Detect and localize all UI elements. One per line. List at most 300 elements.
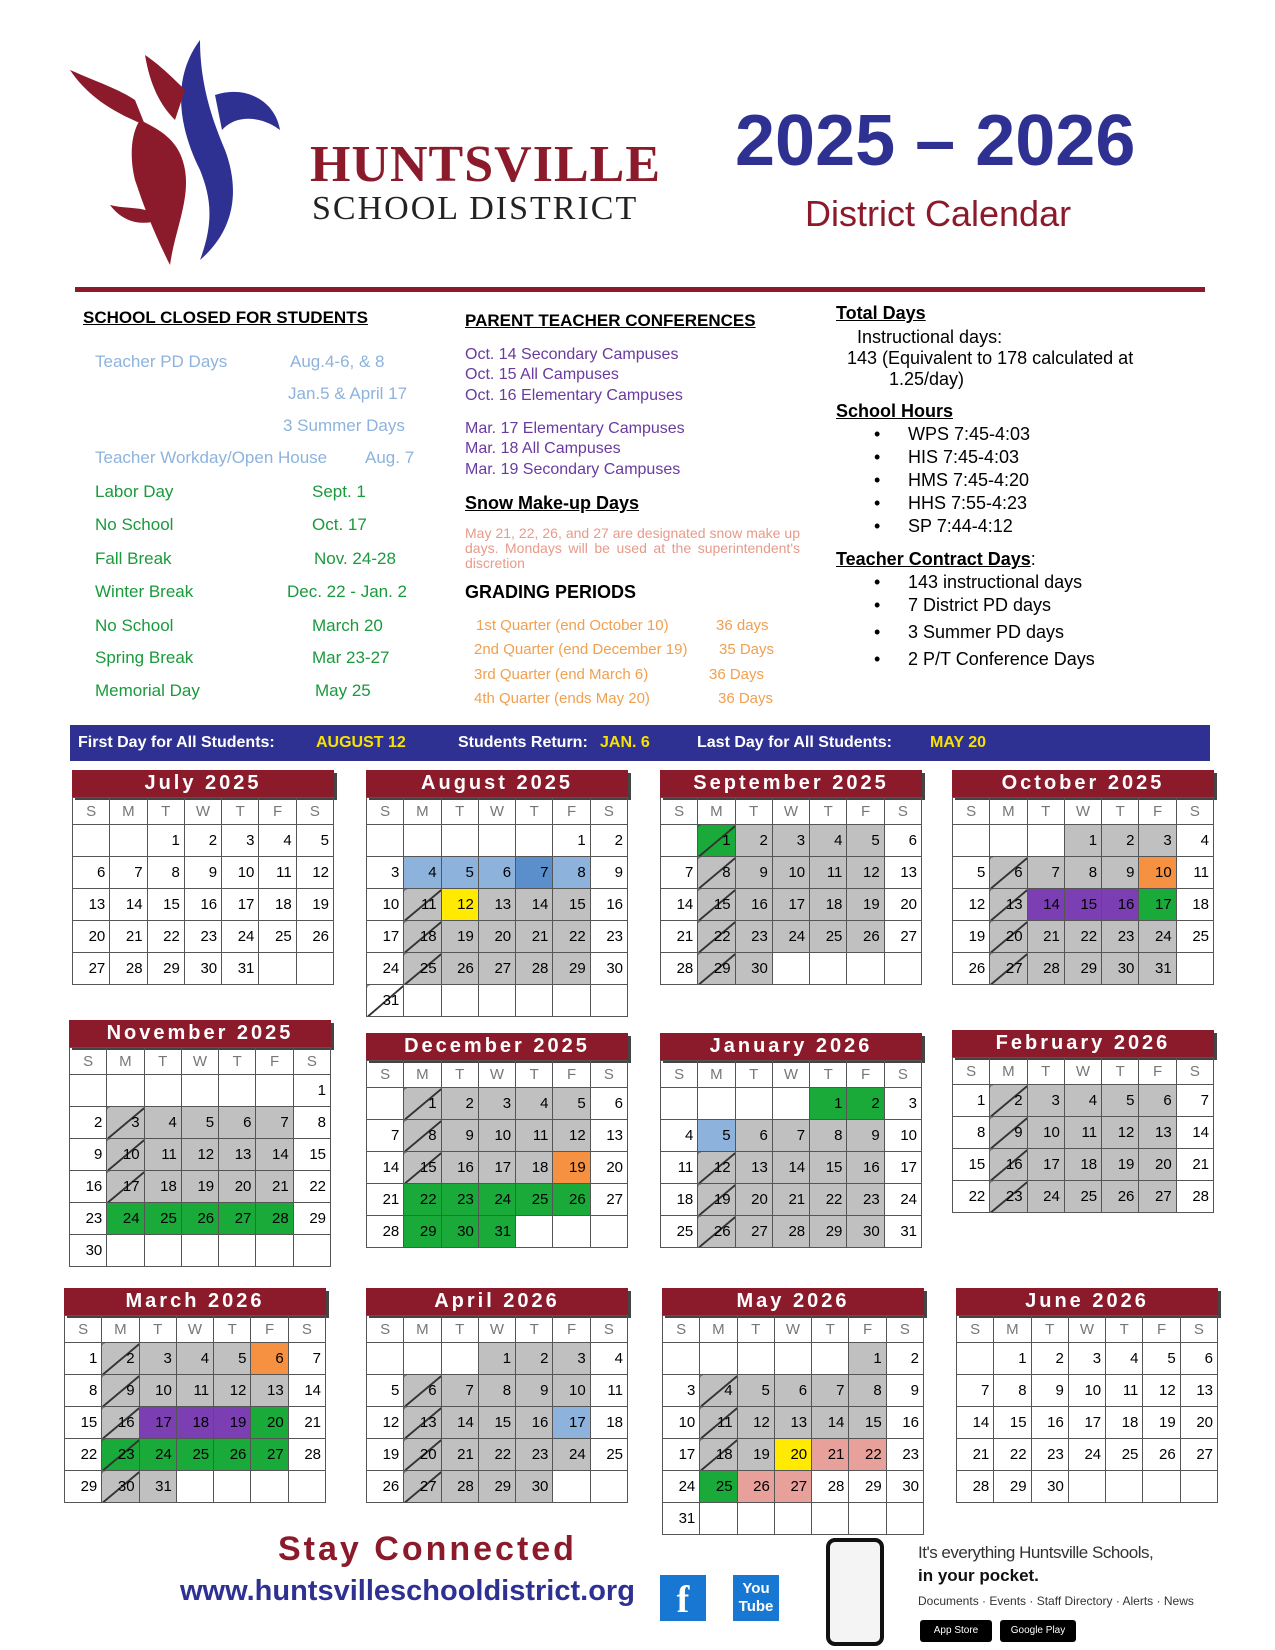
closed-heading: SCHOOL CLOSED FOR STUDENTS bbox=[83, 308, 368, 327]
day-cell: 27 bbox=[590, 1184, 627, 1216]
day-cell: 5 bbox=[214, 1343, 251, 1375]
day-cell: 23 bbox=[184, 921, 221, 953]
day-cell: 21 bbox=[772, 1184, 809, 1216]
day-cell: 12 bbox=[181, 1139, 218, 1171]
month-grid bbox=[72, 797, 334, 985]
day-cell: 13 bbox=[73, 889, 110, 921]
day-cell: 1 bbox=[1064, 825, 1101, 857]
empty-cell bbox=[404, 1343, 441, 1375]
day-cell: 19 bbox=[181, 1171, 218, 1203]
grading-days: 36 days bbox=[716, 617, 769, 634]
day-cell: 9 bbox=[590, 857, 627, 889]
return-value: JAN. 6 bbox=[600, 734, 650, 751]
day-cell: 23 bbox=[886, 1439, 923, 1471]
grading-label: 2nd Quarter (end December 19) bbox=[474, 641, 688, 658]
day-cell: 6 bbox=[990, 857, 1027, 889]
month-title: July 2025 bbox=[72, 770, 334, 797]
empty-cell bbox=[144, 1075, 181, 1107]
day-cell: 5 bbox=[1143, 1343, 1180, 1375]
day-cell: 3 bbox=[884, 1088, 921, 1120]
closed-label: Teacher PD Days bbox=[95, 352, 228, 371]
day-cell: 28 bbox=[110, 953, 147, 985]
day-cell: 2 bbox=[886, 1343, 923, 1375]
day-cell: 24 bbox=[1139, 921, 1176, 953]
month-title: September 2025 bbox=[660, 770, 922, 797]
empty-cell bbox=[849, 1503, 886, 1535]
day-cell: 1 bbox=[953, 1085, 990, 1117]
month-calendar bbox=[660, 1033, 922, 1248]
month-title: January 2026 bbox=[660, 1033, 922, 1060]
day-cell: 15 bbox=[65, 1407, 102, 1439]
day-cell: 23 bbox=[590, 921, 627, 953]
day-cell: 16 bbox=[590, 889, 627, 921]
month-title: June 2026 bbox=[956, 1288, 1218, 1315]
month-grid bbox=[366, 797, 628, 1017]
day-cell: 25 bbox=[404, 953, 441, 985]
day-cell: 18 bbox=[516, 1152, 553, 1184]
day-cell: 19 bbox=[698, 1184, 735, 1216]
day-cell: 10 bbox=[222, 857, 259, 889]
month-title: March 2026 bbox=[64, 1288, 326, 1315]
day-cell: 21 bbox=[957, 1439, 994, 1471]
empty-cell bbox=[110, 825, 147, 857]
district-logo bbox=[50, 20, 280, 280]
day-cell: 18 bbox=[1106, 1407, 1143, 1439]
empty-cell bbox=[367, 825, 404, 857]
day-cell: 7 bbox=[812, 1375, 849, 1407]
day-cell: 6 bbox=[1139, 1085, 1176, 1117]
day-cell: 18 bbox=[590, 1407, 627, 1439]
school-hours-item: • WPS 7:45-4:03 bbox=[836, 424, 1030, 447]
weekday-header: S bbox=[367, 1061, 404, 1088]
empty-cell bbox=[251, 1471, 288, 1503]
day-cell: 31 bbox=[478, 1216, 515, 1248]
weekday-header: S bbox=[884, 1061, 921, 1088]
empty-cell bbox=[737, 1343, 774, 1375]
day-cell: 3 bbox=[139, 1343, 176, 1375]
conference-item: Oct. 15 All Campuses bbox=[465, 366, 619, 383]
day-cell: 14 bbox=[1027, 889, 1064, 921]
conference-item: Mar. 17 Elementary Campuses bbox=[465, 420, 685, 437]
day-cell: 31 bbox=[139, 1471, 176, 1503]
day-cell: 4 bbox=[1106, 1343, 1143, 1375]
day-cell: 9 bbox=[886, 1375, 923, 1407]
conference-item: Mar. 18 All Campuses bbox=[465, 440, 621, 457]
month-grid bbox=[956, 1315, 1218, 1503]
day-cell: 28 bbox=[661, 953, 698, 985]
school-hours-item: • HIS 7:45-4:03 bbox=[836, 447, 1030, 470]
weekday-header: F bbox=[553, 1316, 590, 1343]
weekday-header: M bbox=[990, 1058, 1027, 1085]
day-cell: 6 bbox=[774, 1375, 811, 1407]
last-day-label: Last Day for All Students: bbox=[697, 734, 892, 751]
day-cell: 16 bbox=[102, 1407, 139, 1439]
day-cell: 15 bbox=[810, 1152, 847, 1184]
day-cell: 22 bbox=[293, 1171, 330, 1203]
day-cell: 22 bbox=[478, 1439, 515, 1471]
day-cell: 20 bbox=[1139, 1149, 1176, 1181]
month-calendar bbox=[72, 770, 334, 985]
day-cell: 10 bbox=[107, 1139, 144, 1171]
day-cell: 9 bbox=[441, 1120, 478, 1152]
month-title: November 2025 bbox=[69, 1020, 331, 1047]
day-cell: 25 bbox=[516, 1184, 553, 1216]
day-cell: 25 bbox=[590, 1439, 627, 1471]
day-cell: 3 bbox=[478, 1088, 515, 1120]
closed-label: No School bbox=[95, 616, 174, 635]
day-cell: 28 bbox=[812, 1471, 849, 1503]
weekday-header: T bbox=[214, 1316, 251, 1343]
empty-cell bbox=[176, 1471, 213, 1503]
month-title: October 2025 bbox=[952, 770, 1214, 797]
closed-date: Nov. 24-28 bbox=[314, 549, 396, 568]
weekday-header: W bbox=[1068, 1316, 1105, 1343]
day-cell: 11 bbox=[259, 857, 296, 889]
weekday-header: S bbox=[590, 798, 627, 825]
day-cell: 6 bbox=[1180, 1343, 1217, 1375]
month-calendar bbox=[366, 1033, 628, 1248]
school-hours-heading: School Hours bbox=[836, 401, 954, 421]
grading-label: 1st Quarter (end October 10) bbox=[476, 617, 669, 634]
weekday-header: T bbox=[1027, 1058, 1064, 1085]
day-cell: 25 bbox=[259, 921, 296, 953]
day-cell: 22 bbox=[147, 921, 184, 953]
day-cell: 23 bbox=[102, 1439, 139, 1471]
day-cell: 9 bbox=[990, 1117, 1027, 1149]
day-cell: 10 bbox=[1068, 1375, 1105, 1407]
day-cell: 25 bbox=[700, 1471, 737, 1503]
day-cell: 17 bbox=[139, 1407, 176, 1439]
month-grid bbox=[64, 1315, 326, 1503]
day-cell: 29 bbox=[994, 1471, 1031, 1503]
grading-label: 4th Quarter (ends May 20) bbox=[474, 690, 650, 707]
day-cell: 18 bbox=[1176, 889, 1213, 921]
day-cell: 13 bbox=[590, 1120, 627, 1152]
day-cell: 9 bbox=[1031, 1375, 1068, 1407]
day-cell: 16 bbox=[1031, 1407, 1068, 1439]
empty-cell bbox=[367, 1343, 404, 1375]
day-cell: 26 bbox=[296, 921, 333, 953]
day-cell: 11 bbox=[590, 1375, 627, 1407]
weekday-header: S bbox=[661, 798, 698, 825]
day-cell: 2 bbox=[990, 1085, 1027, 1117]
day-cell: 23 bbox=[1102, 921, 1139, 953]
weekday-header: S bbox=[1176, 1058, 1213, 1085]
weekday-header: W bbox=[478, 1061, 515, 1088]
day-cell: 26 bbox=[181, 1203, 218, 1235]
day-cell: 3 bbox=[367, 857, 404, 889]
day-cell: 18 bbox=[661, 1184, 698, 1216]
day-cell: 23 bbox=[847, 1184, 884, 1216]
weekday-header: T bbox=[441, 1061, 478, 1088]
day-cell: 23 bbox=[990, 1181, 1027, 1213]
day-cell: 27 bbox=[73, 953, 110, 985]
day-cell: 31 bbox=[884, 1216, 921, 1248]
weekday-header: S bbox=[296, 798, 333, 825]
day-cell: 10 bbox=[553, 1375, 590, 1407]
conference-item: Mar. 19 Secondary Campuses bbox=[465, 461, 681, 478]
school-hours-item: • HHS 7:55-4:23 bbox=[836, 493, 1030, 516]
school-hours-item: • SP 7:44-4:12 bbox=[836, 516, 1030, 539]
empty-cell bbox=[296, 953, 333, 985]
empty-cell bbox=[293, 1235, 330, 1267]
school-hours-list bbox=[836, 424, 1030, 539]
empty-cell bbox=[957, 1343, 994, 1375]
weekday-header: M bbox=[698, 798, 735, 825]
day-cell: 7 bbox=[957, 1375, 994, 1407]
day-cell: 20 bbox=[1180, 1407, 1217, 1439]
weekday-header: M bbox=[107, 1048, 144, 1075]
day-cell: 29 bbox=[849, 1471, 886, 1503]
weekday-header: W bbox=[1064, 1058, 1101, 1085]
empty-cell bbox=[144, 1235, 181, 1267]
empty-cell bbox=[590, 1471, 627, 1503]
month-calendar bbox=[956, 1288, 1218, 1503]
day-cell: 26 bbox=[553, 1184, 590, 1216]
day-cell: 9 bbox=[102, 1375, 139, 1407]
day-cell: 1 bbox=[478, 1343, 515, 1375]
day-cell: 30 bbox=[1102, 953, 1139, 985]
day-cell: 24 bbox=[139, 1439, 176, 1471]
weekday-header: T bbox=[441, 1316, 478, 1343]
empty-cell bbox=[884, 953, 921, 985]
app-features: Documents · Events · Staff Directory · Alerts · News bbox=[918, 1594, 1194, 1608]
empty-cell bbox=[256, 1075, 293, 1107]
month-grid bbox=[660, 797, 922, 985]
day-cell: 3 bbox=[1027, 1085, 1064, 1117]
empty-cell bbox=[1176, 953, 1213, 985]
day-cell: 29 bbox=[698, 953, 735, 985]
day-cell: 1 bbox=[698, 825, 735, 857]
weekday-header: T bbox=[516, 1061, 553, 1088]
day-cell: 18 bbox=[1064, 1149, 1101, 1181]
day-cell: 26 bbox=[441, 953, 478, 985]
day-cell: 7 bbox=[661, 857, 698, 889]
month-grid bbox=[952, 797, 1214, 985]
day-cell: 18 bbox=[259, 889, 296, 921]
day-cell: 27 bbox=[478, 953, 515, 985]
grading-heading: GRADING PERIODS bbox=[465, 582, 637, 602]
contract-item: • 3 Summer PD days bbox=[836, 622, 1095, 645]
empty-cell bbox=[478, 825, 515, 857]
day-cell: 17 bbox=[553, 1407, 590, 1439]
day-cell: 12 bbox=[1143, 1375, 1180, 1407]
day-cell: 24 bbox=[367, 953, 404, 985]
day-cell: 19 bbox=[214, 1407, 251, 1439]
day-cell: 13 bbox=[219, 1139, 256, 1171]
day-cell: 2 bbox=[441, 1088, 478, 1120]
weekday-header: F bbox=[251, 1316, 288, 1343]
total-days-heading: Total Days bbox=[836, 303, 926, 323]
weekday-header: T bbox=[222, 798, 259, 825]
day-cell: 5 bbox=[181, 1107, 218, 1139]
empty-cell bbox=[812, 1503, 849, 1535]
day-cell: 21 bbox=[1176, 1149, 1213, 1181]
empty-cell bbox=[553, 1216, 590, 1248]
day-cell: 2 bbox=[516, 1343, 553, 1375]
day-cell: 18 bbox=[700, 1439, 737, 1471]
day-cell: 21 bbox=[516, 921, 553, 953]
day-cell: 2 bbox=[735, 825, 772, 857]
day-cell: 26 bbox=[698, 1216, 735, 1248]
day-cell: 4 bbox=[144, 1107, 181, 1139]
day-cell: 6 bbox=[73, 857, 110, 889]
day-cell: 22 bbox=[553, 921, 590, 953]
empty-cell bbox=[1143, 1471, 1180, 1503]
day-cell: 19 bbox=[296, 889, 333, 921]
month-grid bbox=[366, 1315, 628, 1503]
day-cell: 1 bbox=[553, 825, 590, 857]
day-cell: 10 bbox=[1027, 1117, 1064, 1149]
day-cell: 11 bbox=[176, 1375, 213, 1407]
month-calendar bbox=[660, 770, 922, 985]
day-cell: 27 bbox=[1139, 1181, 1176, 1213]
month-grid bbox=[952, 1057, 1214, 1213]
key-dates-banner bbox=[70, 725, 1210, 761]
weekday-header: T bbox=[144, 1048, 181, 1075]
youtube-icon[interactable] bbox=[733, 1575, 779, 1621]
empty-cell bbox=[219, 1075, 256, 1107]
day-cell: 21 bbox=[661, 921, 698, 953]
day-cell: 14 bbox=[661, 889, 698, 921]
empty-cell bbox=[990, 825, 1027, 857]
day-cell: 21 bbox=[1027, 921, 1064, 953]
day-cell: 2 bbox=[1102, 825, 1139, 857]
month-title: April 2026 bbox=[366, 1288, 628, 1315]
day-cell: 16 bbox=[441, 1152, 478, 1184]
day-cell: 29 bbox=[404, 1216, 441, 1248]
weekday-header: T bbox=[737, 1316, 774, 1343]
day-cell: 28 bbox=[957, 1471, 994, 1503]
day-cell: 25 bbox=[1064, 1181, 1101, 1213]
weekday-header: S bbox=[293, 1048, 330, 1075]
day-cell: 11 bbox=[661, 1152, 698, 1184]
day-cell: 7 bbox=[367, 1120, 404, 1152]
day-cell: 2 bbox=[70, 1107, 107, 1139]
weekday-header: F bbox=[1139, 798, 1176, 825]
empty-cell bbox=[698, 1088, 735, 1120]
day-cell: 10 bbox=[139, 1375, 176, 1407]
day-cell: 5 bbox=[441, 857, 478, 889]
day-cell: 6 bbox=[590, 1088, 627, 1120]
weekday-header: W bbox=[184, 798, 221, 825]
day-cell: 12 bbox=[737, 1407, 774, 1439]
closed-date: Aug.4-6, & 8 bbox=[290, 352, 385, 371]
weekday-header: T bbox=[1106, 1316, 1143, 1343]
month-calendar bbox=[64, 1288, 326, 1503]
day-cell: 3 bbox=[222, 825, 259, 857]
day-cell: 31 bbox=[367, 985, 404, 1017]
weekday-header: T bbox=[735, 1061, 772, 1088]
weekday-header: S bbox=[663, 1316, 700, 1343]
day-cell: 17 bbox=[772, 889, 809, 921]
day-cell: 11 bbox=[700, 1407, 737, 1439]
day-cell: 14 bbox=[367, 1152, 404, 1184]
empty-cell bbox=[700, 1343, 737, 1375]
snow-text: May 21, 22, 26, and 27 are designated snow make up days. Mondays will be used at the superintendent's discretion bbox=[465, 525, 800, 571]
day-cell: 27 bbox=[251, 1439, 288, 1471]
closed-label: Memorial Day bbox=[95, 681, 200, 700]
empty-cell bbox=[663, 1343, 700, 1375]
google-play-badge[interactable]: Google Play bbox=[1000, 1620, 1076, 1642]
empty-cell bbox=[441, 825, 478, 857]
closed-label: Labor Day bbox=[95, 482, 174, 501]
empty-cell bbox=[259, 953, 296, 985]
day-cell: 15 bbox=[293, 1139, 330, 1171]
day-cell: 21 bbox=[256, 1171, 293, 1203]
day-cell: 4 bbox=[810, 825, 847, 857]
day-cell: 23 bbox=[516, 1439, 553, 1471]
weekday-header: F bbox=[553, 798, 590, 825]
conference-item: Oct. 16 Elementary Campuses bbox=[465, 387, 683, 404]
day-cell: 28 bbox=[772, 1216, 809, 1248]
app-store-badge[interactable]: App Store bbox=[920, 1620, 992, 1642]
day-cell: 15 bbox=[478, 1407, 515, 1439]
weekday-header: W bbox=[774, 1316, 811, 1343]
closed-date: Mar 23-27 bbox=[312, 648, 390, 667]
grading-days: 36 Days bbox=[709, 666, 765, 683]
empty-cell bbox=[590, 1216, 627, 1248]
weekday-header: S bbox=[953, 798, 990, 825]
day-cell: 5 bbox=[737, 1375, 774, 1407]
month-title: May 2026 bbox=[662, 1288, 924, 1315]
closed-label: Winter Break bbox=[95, 582, 194, 601]
day-cell: 13 bbox=[404, 1407, 441, 1439]
calendar-subtitle: District Calendar bbox=[805, 193, 1072, 234]
empty-cell bbox=[70, 1075, 107, 1107]
weekday-header: S bbox=[367, 1316, 404, 1343]
day-cell: 1 bbox=[147, 825, 184, 857]
day-cell: 25 bbox=[144, 1203, 181, 1235]
day-cell: 17 bbox=[1027, 1149, 1064, 1181]
day-cell: 16 bbox=[70, 1171, 107, 1203]
weekday-header: T bbox=[810, 1061, 847, 1088]
day-cell: 30 bbox=[102, 1471, 139, 1503]
weekday-header: W bbox=[1064, 798, 1101, 825]
weekday-header: S bbox=[288, 1316, 325, 1343]
weekday-header: W bbox=[772, 798, 809, 825]
grading-days: 36 Days bbox=[718, 690, 774, 707]
day-cell: 27 bbox=[404, 1471, 441, 1503]
weekday-header: T bbox=[139, 1316, 176, 1343]
day-cell: 2 bbox=[184, 825, 221, 857]
day-cell: 1 bbox=[810, 1088, 847, 1120]
month-title: February 2026 bbox=[952, 1030, 1214, 1057]
day-cell: 12 bbox=[698, 1152, 735, 1184]
empty-cell bbox=[516, 1216, 553, 1248]
day-cell: 15 bbox=[553, 889, 590, 921]
weekday-header: F bbox=[1143, 1316, 1180, 1343]
day-cell: 30 bbox=[1031, 1471, 1068, 1503]
day-cell: 15 bbox=[404, 1152, 441, 1184]
weekday-header: W bbox=[181, 1048, 218, 1075]
month-grid bbox=[660, 1060, 922, 1248]
day-cell: 11 bbox=[1064, 1117, 1101, 1149]
day-cell: 2 bbox=[1031, 1343, 1068, 1375]
day-cell: 4 bbox=[700, 1375, 737, 1407]
day-cell: 3 bbox=[663, 1375, 700, 1407]
day-cell: 13 bbox=[884, 857, 921, 889]
day-cell: 6 bbox=[735, 1120, 772, 1152]
day-cell: 1 bbox=[994, 1343, 1031, 1375]
district-website-link[interactable]: www.huntsvilleschooldistrict.org bbox=[180, 1575, 635, 1607]
facebook-icon[interactable]: f bbox=[660, 1575, 706, 1621]
weekday-header: M bbox=[994, 1316, 1031, 1343]
day-cell: 31 bbox=[222, 953, 259, 985]
day-cell: 23 bbox=[441, 1184, 478, 1216]
closed-date: 3 Summer Days bbox=[283, 416, 405, 435]
day-cell: 27 bbox=[774, 1471, 811, 1503]
